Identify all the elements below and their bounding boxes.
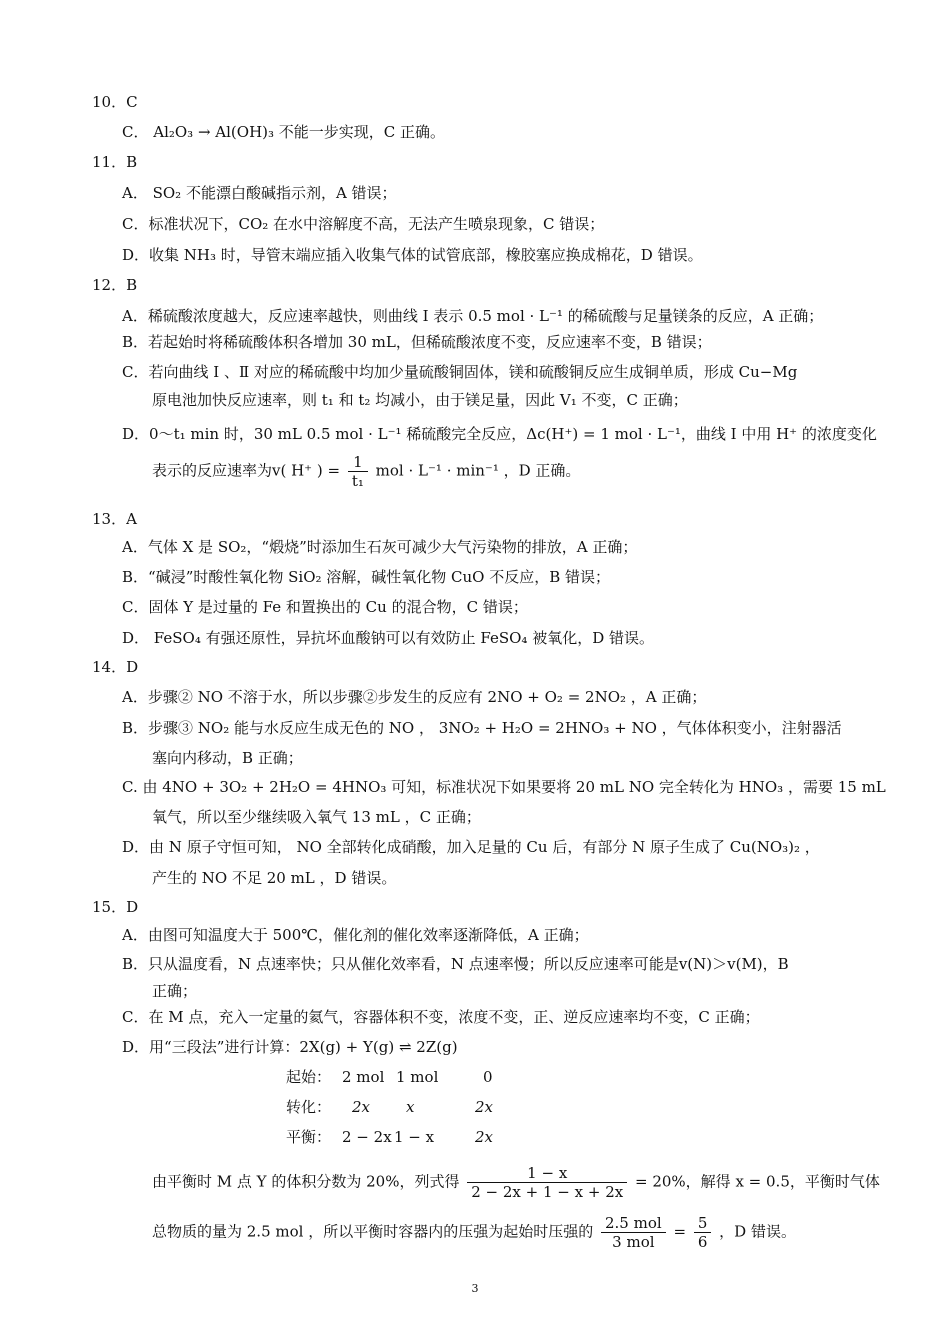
q15-option-a: A．由图可知温度大于 500℃，催化剂的催化效率逐渐降低，A 正确； bbox=[122, 926, 589, 944]
q14-option-c-line1: C. 由 4NO + 3O₂ + 2H₂O = 4HNO₃ 可知，标准状况下如果要将 20 mL NO 完全转化为 HNO₃ ，需要 15 mL bbox=[122, 778, 886, 796]
table-r1-x: 2 mol bbox=[342, 1068, 385, 1086]
q15-d-text-b: = 20%，解得 x = 0.5，平衡时气体 bbox=[635, 1172, 880, 1191]
q14-option-c-line2: 氧气，所以至少继续吸入氧气 13 mL ，C 正确； bbox=[152, 808, 481, 826]
table-r2-label: 转化： bbox=[286, 1098, 332, 1116]
page-number: 3 bbox=[471, 1282, 479, 1295]
q14-option-a: A．步骤② NO 不溶于水，所以步骤②步发生的反应有 2NO + O₂ = 2NO₂ ，A 正确； bbox=[122, 688, 707, 706]
q15-d3-fraction-2 bbox=[694, 1214, 712, 1251]
q13-option-a: A．气体 X 是 SO₂，“煅烧”时添加生石灰可减少大气污染物的排放，A 正确； bbox=[122, 538, 638, 556]
q12-d-text-b: mol · L⁻¹ · min⁻¹ ，D 正确。 bbox=[375, 461, 581, 480]
q11-option-d: D．收集 NH₃ 时，导管末端应插入收集气体的试管底部，橡胶塞应换成棉花，D 错误。 bbox=[122, 246, 703, 264]
q15-d3-text-b: ，D 错误。 bbox=[719, 1222, 796, 1241]
q12-head: 12．B bbox=[92, 276, 138, 294]
q12-d-text-a: 表示的反应速率为v( H⁺ ) = bbox=[152, 461, 341, 480]
q15-d3-fraction-2-denominator: 6 bbox=[697, 1233, 708, 1251]
q14-option-b-line1: B．步骤③ NO₂ 能与水反应生成无色的 NO ， 3NO₂ + H₂O = 2HNO₃ + NO ，气体体积变小，注射器活 bbox=[122, 719, 842, 737]
q14-option-b-line2: 塞向内移动，B 正确； bbox=[152, 749, 303, 767]
q15-option-b-line2: 正确； bbox=[152, 982, 198, 1000]
q15-d-text-a: 由平衡时 M 点 Y 的体积分数为 20%，列式得 bbox=[152, 1172, 460, 1191]
q12-option-c-line1: C．若向曲线 Ⅰ 、Ⅱ 对应的稀硫酸中均加少量硫酸铜固体，镁和硫酸铜反应生成铜单质，形成 Cu−Mg bbox=[122, 363, 798, 381]
q12-option-a: A．稀硫酸浓度越大，反应速率越快，则曲线 Ⅰ 表示 0.5 mol · L⁻¹ 的稀硫酸与足量镁条的反应，A 正确； bbox=[122, 307, 824, 325]
q15-d3-fraction-1-denominator: 3 mol bbox=[612, 1233, 655, 1251]
q13-option-b: B．“碱浸”时酸性氧化物 SiO₂ 溶解，碱性氧化物 CuO 不反应，B 错误； bbox=[122, 568, 611, 586]
table-r2-y: x bbox=[406, 1098, 415, 1116]
q12-option-d-line1: D．0～t₁ min 时，30 mL 0.5 mol · L⁻¹ 稀硫酸完全反应，Δc(H⁺) = 1 mol · L⁻¹，曲线 Ⅰ 中用 H⁺ 的浓度变化 bbox=[122, 425, 877, 443]
table-r1-label: 起始： bbox=[286, 1068, 332, 1086]
q12-d-fraction bbox=[348, 453, 368, 490]
table-r2-x: 2x bbox=[352, 1098, 371, 1116]
q13-option-d: D． FeSO₄ 有强还原性，异抗坏血酸钠可以有效防止 FeSO₄ 被氧化，D 错误。 bbox=[122, 629, 654, 647]
table-r3-x: 2 − 2x bbox=[342, 1128, 392, 1146]
q13-option-c: C．固体 Y 是过量的 Fe 和置换出的 Cu 的混合物，C 错误； bbox=[122, 598, 528, 616]
q13-head: 13．A bbox=[92, 510, 137, 528]
q15-option-b-line1: B．只从温度看，N 点速率快；只从催化效率看，N 点速率慢；所以反应速率可能是v(N)＞v(M)，B bbox=[122, 955, 789, 973]
q15-d3-fraction-1 bbox=[601, 1214, 666, 1251]
table-r1-z: 0 bbox=[483, 1068, 493, 1086]
q15-d-fraction bbox=[467, 1164, 627, 1201]
table-r2-z: 2x bbox=[475, 1098, 494, 1116]
q12-d-fraction-denominator: t₁ bbox=[351, 472, 364, 490]
q15-d3-fraction-1-numerator: 2.5 mol bbox=[601, 1214, 666, 1233]
table-r3-z: 2x bbox=[475, 1128, 494, 1146]
q14-option-d-line2: 产生的 NO 不足 20 mL ，D 错误。 bbox=[152, 869, 397, 887]
q12-option-d-line2 bbox=[152, 453, 580, 490]
q15-option-d-line1: D．用“三段法”进行计算：2X(g) + Y(g) ⇌ 2Z(g) bbox=[122, 1038, 458, 1056]
q14-head: 14．D bbox=[92, 658, 139, 676]
q15-d3-text-a: 总物质的量为 2.5 mol ，所以平衡时容器内的压强为起始时压强的 bbox=[152, 1222, 594, 1241]
q10-head: 10．C bbox=[92, 93, 138, 111]
q15-d-fraction-denominator: 2 − 2x + 1 − x + 2x bbox=[471, 1183, 624, 1201]
q12-option-c-line2: 原电池加快反应速率，则 t₁ 和 t₂ 均减小，由于镁足量，因此 V₁ 不变，C 正确； bbox=[152, 391, 688, 409]
q12-d-fraction-numerator: 1 bbox=[348, 453, 368, 472]
three-stage-table bbox=[286, 1066, 536, 1156]
table-r1-y: 1 mol bbox=[396, 1068, 439, 1086]
q12-option-b: B．若起始时将稀硫酸体积各增加 30 mL，但稀硫酸浓度不变，反应速率不变，B 错误； bbox=[122, 333, 712, 351]
q11-option-a: A． SO₂ 不能漂白酸碱指示剂，A 错误； bbox=[122, 184, 397, 202]
q14-option-d-line1: D．由 N 原子守恒可知， NO 全部转化成硝酸，加入足量的 Cu 后，有部分 N 原子生成了 Cu(NO₃)₂ ， bbox=[122, 838, 820, 856]
q11-option-c: C．标准状况下，CO₂ 在水中溶解度不高，无法产生喷泉现象，C 错误； bbox=[122, 215, 605, 233]
q15-option-d-line2 bbox=[152, 1164, 880, 1201]
q10-option-c: C． Al₂O₃ → Al(OH)₃ 不能一步实现，C 正确。 bbox=[122, 123, 446, 141]
q15-d-fraction-numerator: 1 − x bbox=[467, 1164, 627, 1183]
table-r3-label: 平衡： bbox=[286, 1128, 332, 1146]
q11-head: 11．B bbox=[92, 153, 138, 171]
q15-head: 15．D bbox=[92, 898, 139, 916]
table-r3-y: 1 − x bbox=[394, 1128, 435, 1146]
q15-option-c: C．在 M 点，充入一定量的氦气，容器体积不变，浓度不变，正、逆反应速率均不变，C 正确； bbox=[122, 1008, 760, 1026]
q15-d3-equals: = bbox=[673, 1222, 687, 1241]
q15-d3-fraction-2-numerator: 5 bbox=[694, 1214, 712, 1233]
q15-option-d-line3 bbox=[152, 1214, 796, 1251]
